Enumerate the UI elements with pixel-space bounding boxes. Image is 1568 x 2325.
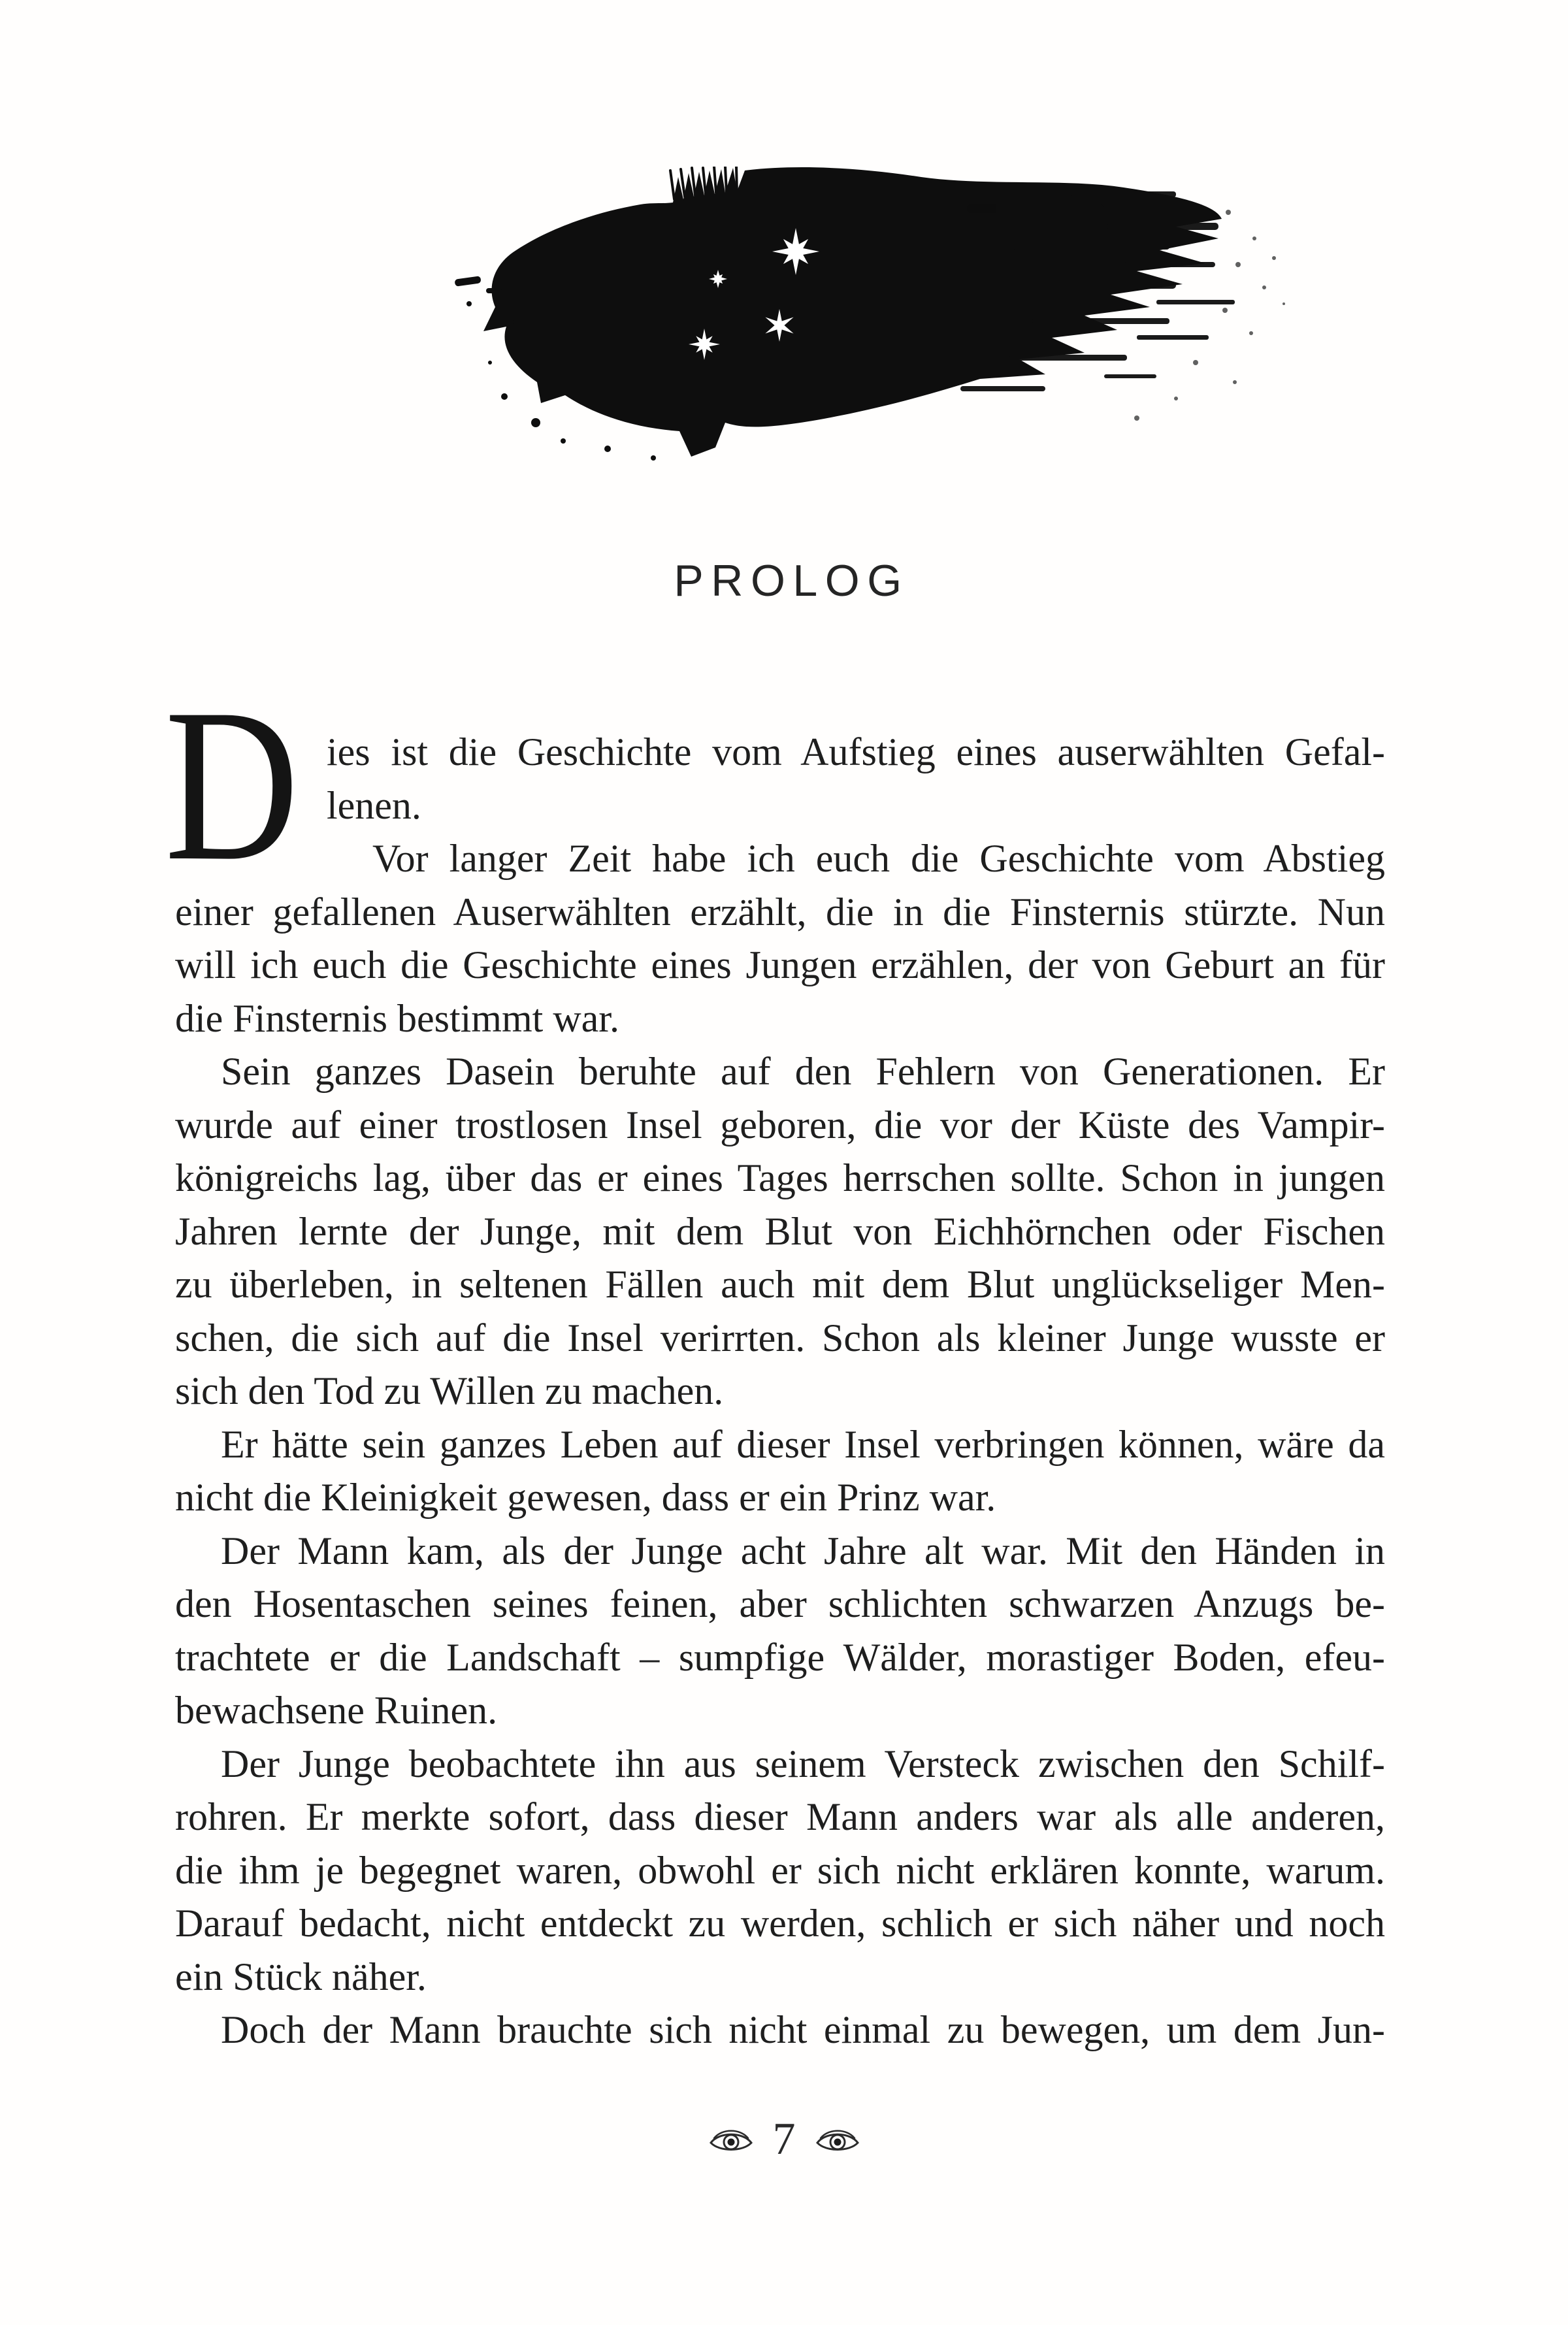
text-line: den Hosentaschen seines feinen, aber schlichten schwarzen Anzugs be- <box>175 1582 1385 1625</box>
text-line: Der Junge beobachtete ihn aus seinem Versteck zwischen den Schilf- <box>221 1742 1385 1785</box>
text-line: Sein ganzes Dasein beruhte auf den Fehlern von Generationen. Er <box>221 1050 1385 1093</box>
ink-brush-stroke-icon <box>444 167 1294 461</box>
text-line: ies ist die Geschichte vom Aufstieg eines auserwählten Gefal- <box>327 730 1385 773</box>
text-line: Darauf bedacht, nicht entdeckt zu werden, schlich er sich näher und noch <box>175 1902 1385 1945</box>
text-line: nicht die Kleinigkeit gewesen, dass er ein Prinz war. <box>175 1476 996 1519</box>
eye-ornament-right-icon <box>815 2124 860 2155</box>
text-line: trachtete er die Landschaft – sumpfige Wälder, morastiger Boden, efeu- <box>175 1635 1385 1679</box>
text-line: sich den Tod zu Willen zu machen. <box>175 1369 724 1412</box>
drop-cap: D <box>165 664 299 906</box>
text-line: rohren. Er merkte sofort, dass dieser Mann anders war als alle anderen, <box>175 1795 1385 1838</box>
text-line: Jahren lernte der Junge, mit dem Blut von Eichhörnchen oder Fischen <box>175 1209 1385 1253</box>
text-line: zu überleben, in seltenen Fällen auch mit dem Blut unglückseliger Men- <box>175 1263 1385 1306</box>
text-line: ein Stück näher. <box>175 1955 427 1998</box>
text-line: königreichs lag, über das er eines Tages herrschen sollte. Schon in jungen <box>175 1156 1385 1199</box>
text-line: bewachsene Ruinen. <box>175 1689 498 1732</box>
eye-ornament-left-icon <box>709 2124 753 2155</box>
text-line: schen, die sich auf die Insel verirrten. Schon als kleiner Junge wusste er <box>175 1316 1385 1359</box>
text-line: lenen. <box>327 783 421 827</box>
text-line: Der Mann kam, als der Junge acht Jahre alt war. Mit den Händen in <box>221 1529 1385 1572</box>
text-line: Er hätte sein ganzes Leben auf dieser Insel verbringen können, wäre da <box>221 1422 1385 1466</box>
prologue-text <box>175 726 1385 2057</box>
text-line: wurde auf einer trostlosen Insel geboren, die vor der Küste des Vampir- <box>175 1103 1385 1146</box>
page-number: 7 <box>772 2114 796 2164</box>
text-line: die Finsternis bestimmt war. <box>175 996 619 1040</box>
chapter-heading: PROLOG <box>674 556 909 606</box>
text-line: Doch der Mann brauchte sich nicht einmal zu bewegen, um dem Jun- <box>221 2008 1385 2051</box>
page-footer <box>0 2115 1568 2164</box>
text-line: einer gefallenen Auserwählten erzählt, die in die Finsternis stürzte. Nun <box>175 890 1385 934</box>
text-line: die ihm je begegnet waren, obwohl er sich nicht erklären konnte, warum. <box>175 1848 1385 1892</box>
text-line: Vor langer Zeit habe ich euch die Geschichte vom Abstieg <box>372 837 1385 880</box>
text-line: will ich euch die Geschichte eines Jungen erzählen, der von Geburt an für <box>175 943 1385 986</box>
